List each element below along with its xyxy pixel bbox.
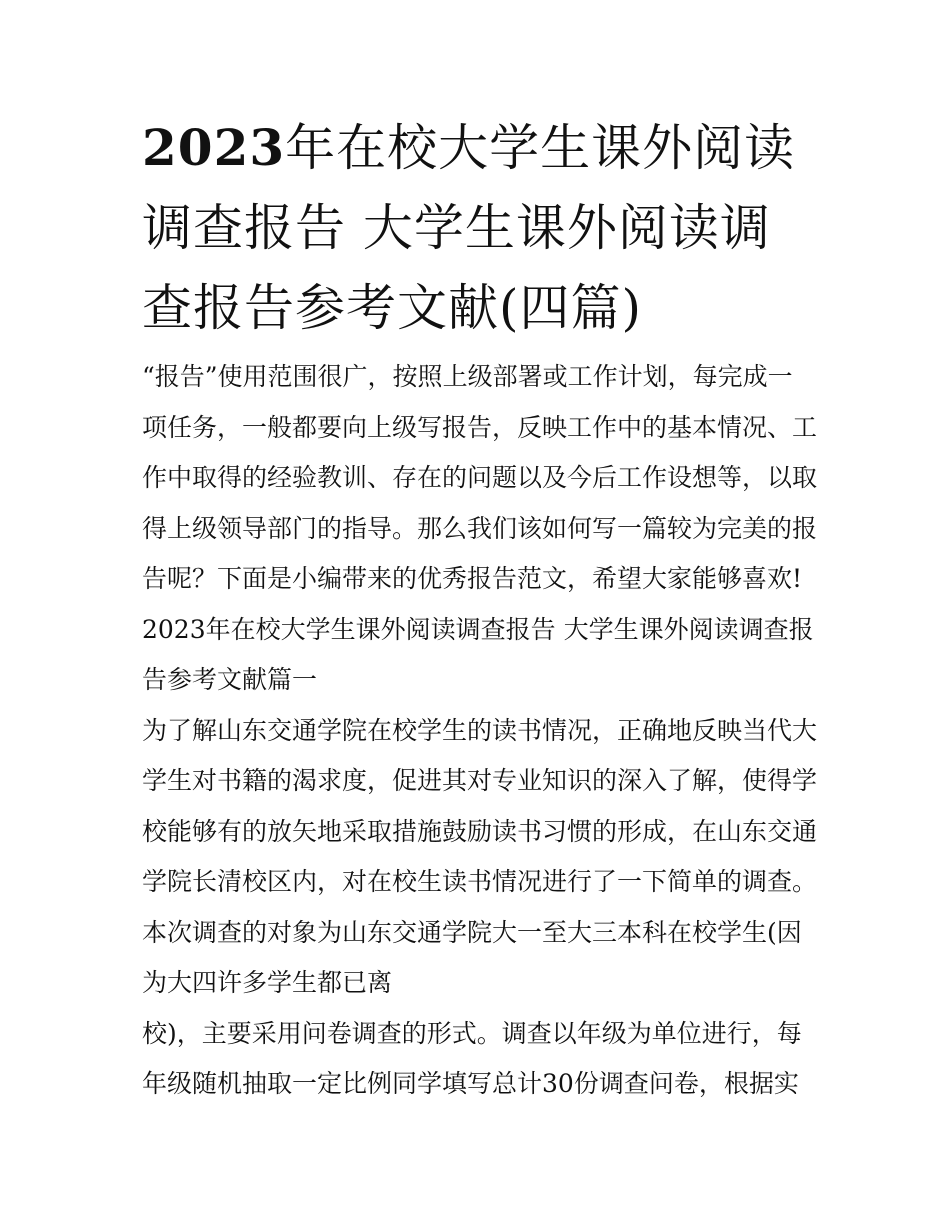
body-paragraph-1: 为了解山东交通学院在校学生的读书情况，正确地反映当代大学生对书籍的渴求度，促进其对专业知识的深入了解，使得学校能够有的放矢地采取措施鼓励读书习惯的形成，在山东交通学院长清校区内，对在校生读书情况进行了一下简单的调查。 bbox=[142, 715, 818, 896]
title-year: 2023 bbox=[142, 118, 286, 177]
section-heading: 2023年在校大学生课外阅读调查报告 大学生课外阅读调查报告参考文献篇一 bbox=[142, 614, 814, 694]
document-body bbox=[142, 352, 817, 1110]
document-page bbox=[142, 108, 817, 1110]
body-paragraph-2: 本次调查的对象为山东交通学院大一至大三本科在校学生(因为大四许多学生都已离 bbox=[142, 917, 802, 997]
intro-paragraph: “报告”使用范围很广，按照上级部署或工作计划，每完成一项任务，一般都要向上级写报告，反映工作中的基本情况、工作中取得的经验教训、存在的问题以及今后工作设想等，以取得上级领导部门的指导。那么我们该如何写一篇较为完美的报告呢？下面是小编带来的优秀报告范文，希望大家能够喜欢! bbox=[142, 362, 818, 593]
body-paragraph-3: 校)，主要采用问卷调查的形式。调查以年级为单位进行，每年级随机抽取一定比例同学填写总计30份调查问卷，根据实 bbox=[142, 1018, 802, 1098]
title-text: 年在校大学生课外阅读调查报告 大学生课外阅读调查报告参考文献(四篇) bbox=[142, 119, 796, 337]
document-title bbox=[142, 108, 817, 348]
